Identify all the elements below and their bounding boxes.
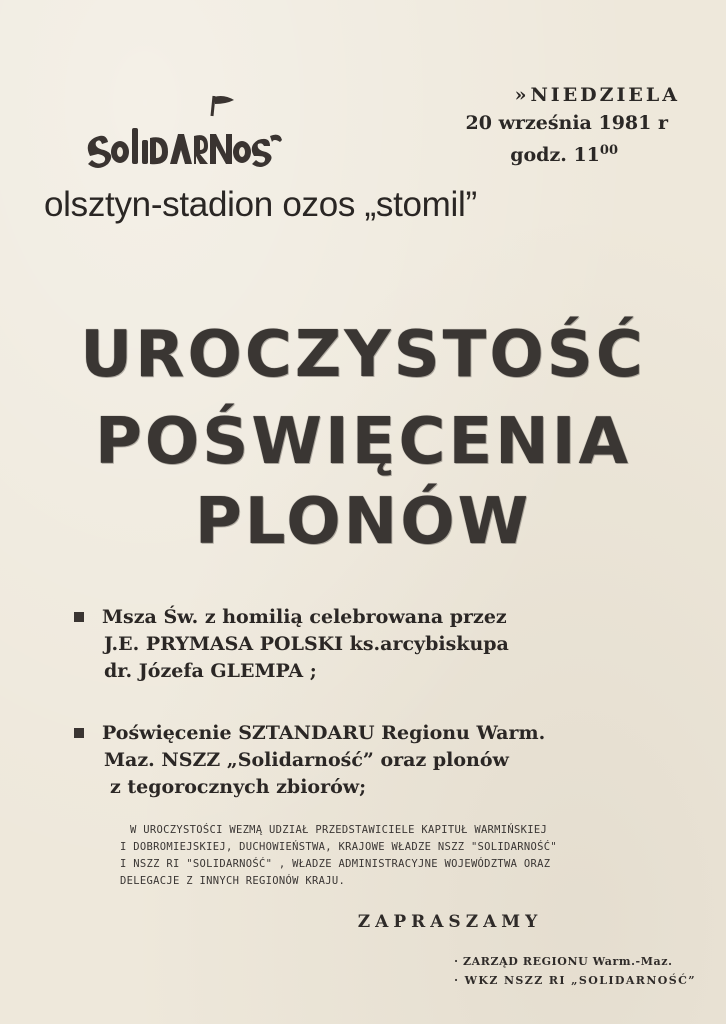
organizers-signature [454, 952, 696, 990]
event-day-label: NIEDZIELA [530, 84, 680, 106]
participants-note [120, 822, 670, 890]
title-line-3: PLONÓW [194, 485, 532, 559]
event-time-minutes: 00 [599, 143, 618, 158]
program-item-mass [70, 604, 690, 685]
double-arrow-icon: » [514, 84, 523, 106]
program-item-blessing [70, 720, 690, 801]
program-item-line: Poświęcenie SZTANDARU Regionu Warm. [102, 722, 546, 744]
note-line: DELEGACJE Z INNYCH REGIONÓW KRAJU. [120, 875, 346, 887]
title-line-2: POŚWIĘCENIA [94, 405, 632, 479]
square-bullet-icon [74, 728, 84, 738]
note-line: I DOBROMIEJSKIEJ, DUCHOWIEŃSTWA, KRAJOWE WŁADZE NSZZ "SOLIDARNOŚĆ" [120, 841, 558, 853]
title-line-1: UROCZYSTOŚĆ [80, 318, 646, 392]
note-line: I NSZZ RI "SOLIDARNOŚĆ" , WŁADZE ADMINISTRACYJNE WOJEWÓDZTWA ORAZ [120, 858, 551, 870]
event-date-block [466, 84, 680, 168]
square-bullet-icon [74, 612, 84, 622]
event-date: 20 września 1981 r [465, 112, 668, 134]
event-time-hour: godz. 11 [510, 144, 600, 166]
venue-line: olsztyn-stadion ozos „stomil” [44, 185, 477, 224]
event-day [466, 84, 680, 106]
program-item-line: J.E. PRYMASA POLSKI ks.arcybiskupa [104, 633, 509, 655]
note-line: W UROCZYSTOŚCI WEZMĄ UDZIAŁ PRZEDSTAWICIELE KAPITUŁ WARMIŃSKIEJ [130, 824, 548, 836]
solidarnosc-logo-icon [84, 94, 284, 174]
solidarnosc-logo [84, 94, 284, 174]
program-item-line: dr. Józefa GLEMPA ; [104, 660, 317, 682]
program-item-line: Msza Św. z homilią celebrowana przez [102, 606, 507, 628]
organizer-line: · WKZ NSZZ RI „SOLIDARNOŚĆ” [454, 974, 696, 987]
invitation-text: ZAPRASZAMY [357, 912, 543, 932]
program-item-line: Maz. NSZZ „Solidarność” oraz plonów [104, 749, 509, 771]
program-item-line: z tegorocznych zbiorów; [110, 776, 367, 798]
organizer-line: · ZARZĄD REGIONU Warm.-Maz. [454, 955, 673, 968]
event-time [466, 138, 618, 168]
